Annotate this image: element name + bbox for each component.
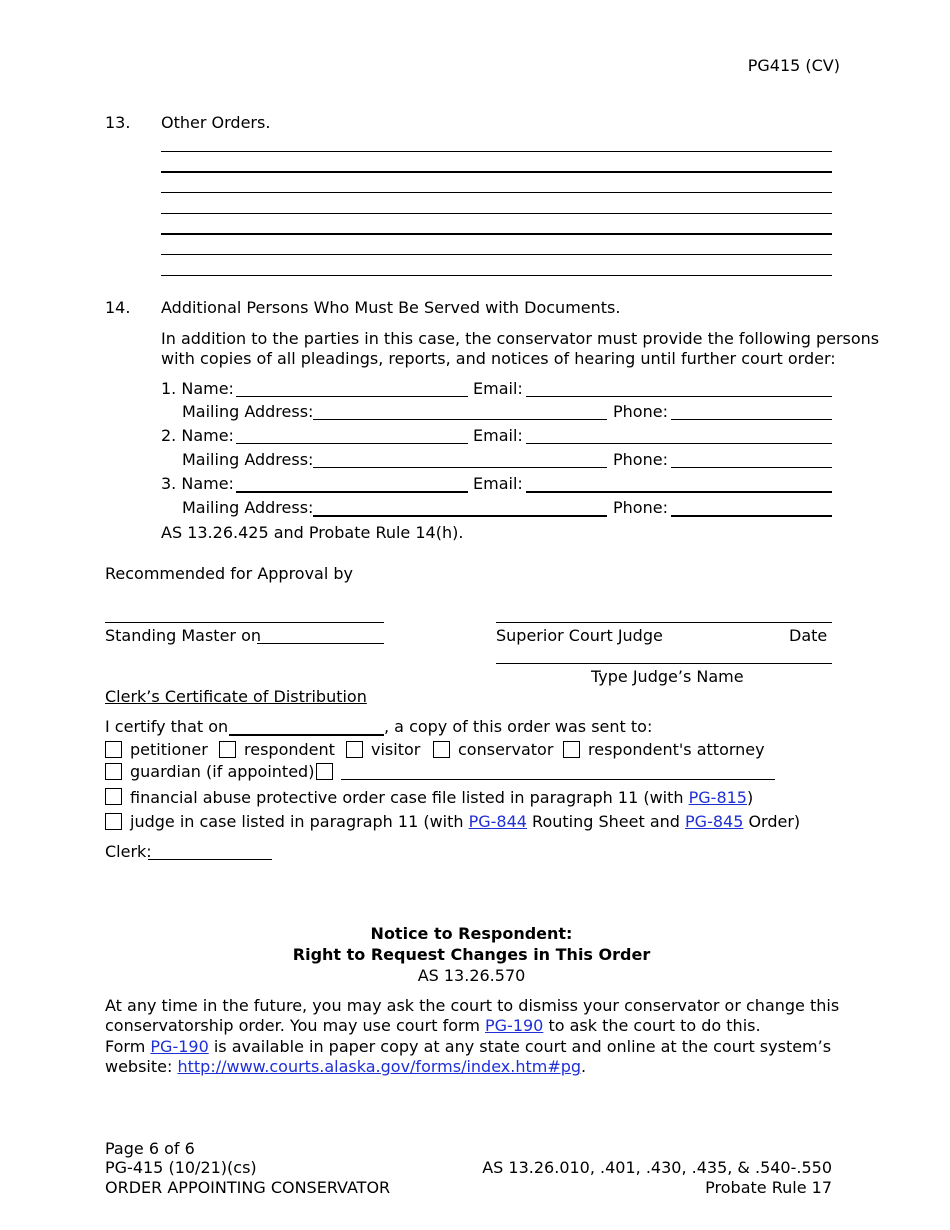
person-1-phone-field[interactable] (671, 419, 832, 420)
other-orders-line[interactable] (161, 254, 832, 255)
footer-statutes: AS 13.26.010, .401, .430, .435, & .540-.550 (482, 1158, 832, 1177)
certify-suffix: , a copy of this order was sent to: (384, 717, 653, 736)
footer-page-number: Page 6 of 6 (105, 1139, 195, 1158)
other-orders-line[interactable] (161, 275, 832, 276)
person-1-address-field[interactable] (313, 419, 607, 420)
petitioner-checkbox[interactable] (105, 741, 122, 758)
superior-court-judge-label: Superior Court Judge (496, 626, 663, 645)
person-2-phone-label: Phone: (613, 450, 668, 469)
certify-prefix: I certify that on (105, 717, 229, 736)
notice-title-1: Notice to Respondent: (370, 924, 573, 943)
footer-form-title: ORDER APPOINTING CONSERVATOR (105, 1178, 391, 1197)
person-3-name-field[interactable] (236, 491, 468, 493)
clerk-certificate-heading: Clerk’s Certificate of Distribution (105, 687, 367, 706)
other-orders-line[interactable] (161, 233, 832, 235)
financial-abuse-text: financial abuse protective order case file listed in paragraph 11 (with (130, 788, 689, 807)
respondent-checkbox[interactable] (219, 741, 236, 758)
person-3-email-label: Email: (473, 474, 523, 493)
notice-line-4-suffix: . (581, 1057, 587, 1076)
other-recipient-checkbox[interactable] (316, 763, 333, 780)
person-2-address-label: Mailing Address: (182, 450, 314, 469)
judge-in-case-checkbox[interactable] (105, 813, 122, 830)
footer-form-id: PG-415 (10/21)(cs) (105, 1158, 257, 1177)
pg-844-link[interactable]: PG-844 (468, 812, 527, 831)
certify-date-field[interactable] (229, 734, 384, 736)
section-14-number: 14. (105, 298, 131, 317)
notice-title-2: Right to Request Changes in This Order (292, 945, 651, 964)
other-orders-line[interactable] (161, 151, 832, 152)
person-2-email-label: Email: (473, 426, 523, 445)
visitor-checkbox[interactable] (346, 741, 363, 758)
person-3-phone-label: Phone: (613, 498, 668, 517)
guardian-checkbox[interactable] (105, 763, 122, 780)
petitioner-label: petitioner (130, 740, 208, 759)
financial-abuse-suffix: ) (746, 788, 754, 807)
financial-abuse-checkbox[interactable] (105, 788, 122, 805)
person-1-name-label: 1. Name: (161, 379, 234, 398)
person-2-address-field[interactable] (313, 467, 607, 468)
pg-190-link-2[interactable]: PG-190 (150, 1037, 209, 1056)
other-recipient-field[interactable] (341, 779, 775, 780)
person-1-email-label: Email: (473, 379, 523, 398)
section-14-citation: AS 13.26.425 and Probate Rule 14(h). (161, 523, 464, 542)
date-label: Date (789, 626, 828, 645)
person-2-email-field[interactable] (526, 443, 832, 444)
notice-line-3 (105, 1037, 831, 1057)
financial-abuse-line (130, 788, 753, 808)
guardian-label: guardian (if appointed) (130, 762, 315, 781)
respondents-attorney-checkbox[interactable] (563, 741, 580, 758)
respondent-label: respondent (244, 740, 335, 759)
notice-line-2-text: conservatorship order. You may use court form (105, 1016, 485, 1035)
section-13-title: Other Orders. (161, 113, 271, 132)
section-14-intro-line2: with copies of all pleadings, reports, and notices of hearing until further court order: (161, 349, 836, 368)
person-2-name-label: 2. Name: (161, 426, 234, 445)
clerk-signature-field[interactable] (148, 859, 272, 860)
pg-815-link[interactable]: PG-815 (688, 788, 747, 807)
footer-probate-rule: Probate Rule 17 (705, 1178, 832, 1197)
respondents-attorney-label: respondent's attorney (588, 740, 765, 759)
type-judge-name-label: Type Judge’s Name (591, 667, 744, 686)
judge-in-case-suffix: Order) (743, 812, 801, 831)
person-2-name-field[interactable] (236, 443, 468, 444)
person-3-address-label: Mailing Address: (182, 498, 314, 517)
person-1-address-label: Mailing Address: (182, 402, 314, 421)
notice-line-2 (105, 1016, 761, 1036)
conservator-label: conservator (458, 740, 554, 759)
notice-line-3-text: Form (105, 1037, 151, 1056)
person-3-name-label: 3. Name: (161, 474, 234, 493)
notice-line-3-suffix: is available in paper copy at any state court and online at the court system’s (208, 1037, 832, 1056)
notice-line-2-suffix: to ask the court to do this. (543, 1016, 761, 1035)
standing-master-label: Standing Master on (105, 626, 262, 645)
court-forms-url-link[interactable]: http://www.courts.alaska.gov/forms/index.htm#pg (177, 1057, 582, 1076)
person-2-phone-field[interactable] (671, 467, 832, 468)
person-1-name-field[interactable] (236, 396, 468, 397)
standing-master-signature-line[interactable] (105, 622, 384, 623)
recommended-for-approval: Recommended for Approval by (105, 564, 354, 583)
judge-name-line[interactable] (496, 663, 832, 664)
clerk-label: Clerk: (105, 842, 152, 861)
visitor-label: visitor (371, 740, 421, 759)
pg-190-link[interactable]: PG-190 (485, 1016, 544, 1035)
judge-signature-line[interactable] (496, 622, 832, 623)
pg-845-link[interactable]: PG-845 (685, 812, 744, 831)
notice-line-4 (105, 1057, 586, 1077)
section-14-title: Additional Persons Who Must Be Served with Documents. (161, 298, 621, 317)
person-1-email-field[interactable] (526, 396, 832, 397)
standing-master-date-field[interactable] (257, 643, 384, 644)
notice-line-1: At any time in the future, you may ask the court to dismiss your conservator or change this (105, 996, 840, 1015)
form-code: PG415 (CV) (747, 56, 840, 75)
other-orders-line[interactable] (161, 192, 832, 193)
other-orders-line[interactable] (161, 213, 832, 214)
notice-line-4-text: website: (105, 1057, 178, 1076)
other-orders-line[interactable] (161, 171, 832, 173)
person-1-phone-label: Phone: (613, 402, 668, 421)
section-13-number: 13. (105, 113, 131, 132)
person-3-phone-field[interactable] (671, 515, 832, 517)
person-3-address-field[interactable] (313, 515, 607, 517)
judge-in-case-line (130, 812, 800, 832)
notice-statute: AS 13.26.570 (417, 966, 526, 985)
judge-in-case-middle: Routing Sheet and (526, 812, 686, 831)
person-3-email-field[interactable] (526, 491, 832, 493)
section-14-intro-line1: In addition to the parties in this case, the conservator must provide the following persons (161, 329, 880, 348)
judge-in-case-text: judge in case listed in paragraph 11 (with (130, 812, 469, 831)
conservator-checkbox[interactable] (433, 741, 450, 758)
